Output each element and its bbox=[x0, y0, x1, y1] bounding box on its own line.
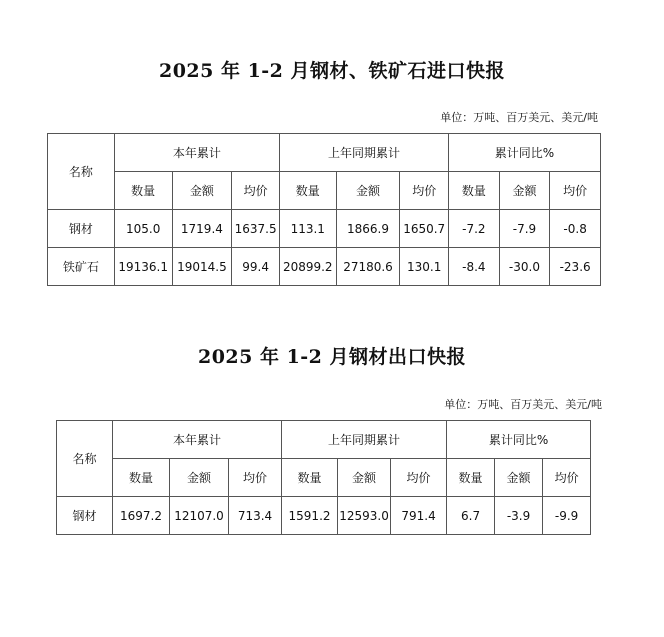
import-report-title: 2025 年 1-2 月钢材、铁矿石进口快报 bbox=[158, 60, 506, 82]
table-subheader-row bbox=[57, 459, 591, 497]
table-cell: 113.1 bbox=[279, 210, 336, 248]
subcolumn-header: 均价 bbox=[232, 172, 280, 210]
subcolumn-header: 数量 bbox=[282, 459, 338, 497]
export-report-table bbox=[56, 420, 591, 535]
name-column-header: 名称 bbox=[57, 421, 113, 497]
table-cell: -0.8 bbox=[550, 210, 601, 248]
table-cell: 12107.0 bbox=[170, 497, 229, 535]
subcolumn-header: 均价 bbox=[229, 459, 282, 497]
table-cell: 1591.2 bbox=[282, 497, 338, 535]
table-cell: 791.4 bbox=[391, 497, 447, 535]
name-column-header: 名称 bbox=[48, 134, 115, 210]
row-name: 钢材 bbox=[48, 210, 115, 248]
export-unit-note: 单位：万吨、百万美元、美元/吨 bbox=[444, 398, 602, 411]
subcolumn-header: 均价 bbox=[400, 172, 449, 210]
subcolumn-header: 数量 bbox=[447, 459, 495, 497]
row-name: 钢材 bbox=[57, 497, 113, 535]
subcolumn-header: 金额 bbox=[336, 172, 400, 210]
subcolumn-header: 数量 bbox=[114, 172, 172, 210]
yoy-group-header: 累计同比% bbox=[449, 134, 601, 172]
import-report-table bbox=[47, 133, 601, 286]
table-cell: -3.9 bbox=[495, 497, 543, 535]
table-header-row bbox=[48, 134, 601, 172]
subcolumn-header: 数量 bbox=[113, 459, 170, 497]
table-cell: 1697.2 bbox=[113, 497, 170, 535]
table-row bbox=[57, 497, 591, 535]
subcolumn-header: 数量 bbox=[449, 172, 500, 210]
table-cell: 99.4 bbox=[232, 248, 280, 286]
table-cell: 1866.9 bbox=[336, 210, 400, 248]
table-cell: 19014.5 bbox=[172, 248, 232, 286]
table-cell: 20899.2 bbox=[279, 248, 336, 286]
table-cell: 27180.6 bbox=[336, 248, 400, 286]
table-cell: 105.0 bbox=[114, 210, 172, 248]
subcolumn-header: 金额 bbox=[172, 172, 232, 210]
table-cell: -9.9 bbox=[543, 497, 591, 535]
export-report-title: 2025 年 1-2 月钢材出口快报 bbox=[197, 346, 467, 368]
subcolumn-header: 金额 bbox=[338, 459, 391, 497]
yoy-group-header: 累计同比% bbox=[447, 421, 591, 459]
table-cell: 130.1 bbox=[400, 248, 449, 286]
table-cell: -30.0 bbox=[499, 248, 550, 286]
subcolumn-header: 数量 bbox=[279, 172, 336, 210]
table-cell: 1719.4 bbox=[172, 210, 232, 248]
table-cell: 6.7 bbox=[447, 497, 495, 535]
table-cell: -7.9 bbox=[499, 210, 550, 248]
table-cell: -7.2 bbox=[449, 210, 500, 248]
table-cell: 713.4 bbox=[229, 497, 282, 535]
table-row bbox=[48, 248, 601, 286]
subcolumn-header: 金额 bbox=[170, 459, 229, 497]
table-header-row bbox=[57, 421, 591, 459]
previous-year-group-header: 上年同期累计 bbox=[282, 421, 447, 459]
subcolumn-header: 金额 bbox=[495, 459, 543, 497]
table-row bbox=[48, 210, 601, 248]
subcolumn-header: 金额 bbox=[499, 172, 550, 210]
table-cell: -8.4 bbox=[449, 248, 500, 286]
table-cell: -23.6 bbox=[550, 248, 601, 286]
table-cell: 12593.0 bbox=[338, 497, 391, 535]
import-unit-note: 单位：万吨、百万美元、美元/吨 bbox=[440, 111, 598, 124]
table-cell: 1650.7 bbox=[400, 210, 449, 248]
row-name: 铁矿石 bbox=[48, 248, 115, 286]
subcolumn-header: 均价 bbox=[543, 459, 591, 497]
current-year-group-header: 本年累计 bbox=[113, 421, 282, 459]
subcolumn-header: 均价 bbox=[391, 459, 447, 497]
previous-year-group-header: 上年同期累计 bbox=[279, 134, 448, 172]
current-year-group-header: 本年累计 bbox=[114, 134, 279, 172]
table-subheader-row bbox=[48, 172, 601, 210]
table-cell: 1637.5 bbox=[232, 210, 280, 248]
subcolumn-header: 均价 bbox=[550, 172, 601, 210]
table-cell: 19136.1 bbox=[114, 248, 172, 286]
